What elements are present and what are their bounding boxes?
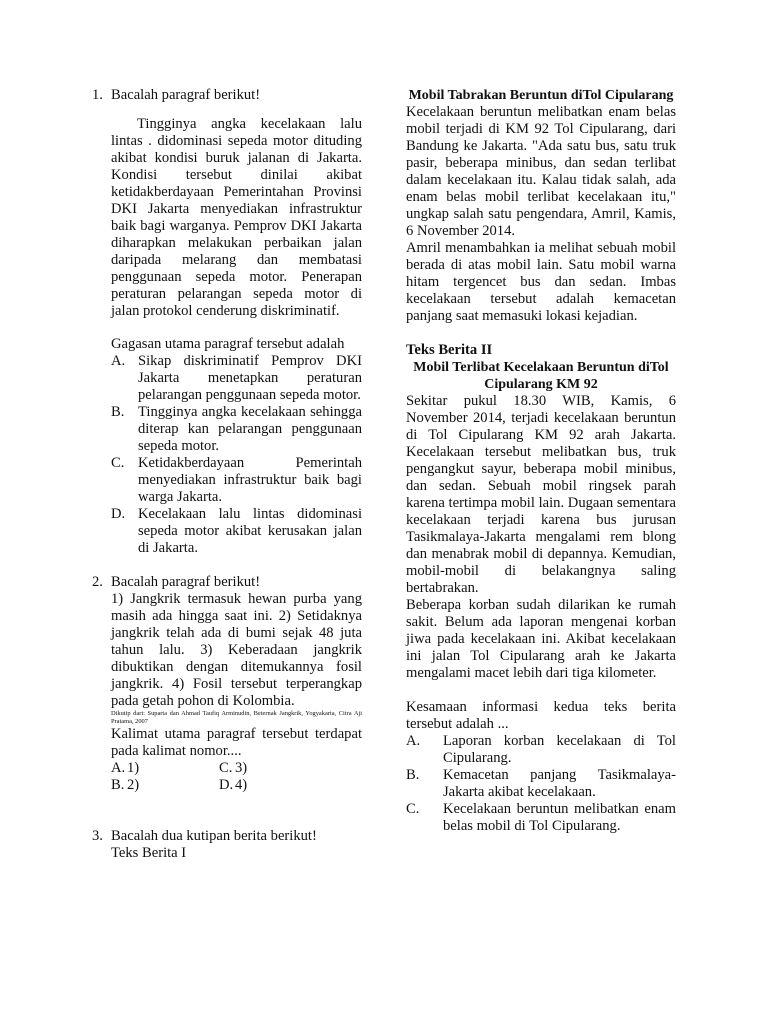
option-label: C.: [406, 801, 420, 817]
option-text: 3): [235, 760, 248, 776]
option-label: B.: [111, 404, 125, 420]
question-3-options: [406, 733, 676, 835]
question-3-prompt: Kesamaan informasi kedua teks berita tersebut adalah ...: [406, 699, 676, 732]
option-b[interactable]: [111, 777, 219, 794]
question-1: [92, 87, 362, 557]
question-2-prompt: Kalimat utama paragraf tersebut terdapat pada kalimat nomor....: [111, 726, 362, 759]
option-d[interactable]: [111, 506, 362, 557]
option-a[interactable]: [111, 760, 219, 777]
question-2-header: [92, 574, 362, 591]
question-number: 1.: [92, 87, 103, 103]
question-instruction: Bacalah paragraf berikut!: [111, 574, 261, 590]
teks-berita-2-label: Teks Berita II: [406, 342, 493, 358]
question-3-header: [92, 828, 362, 845]
option-text: Tingginya angka kecelakaan sehingga diterap kan pelarangan penggunaan sepeda motor.: [138, 404, 362, 454]
option-label: C.: [111, 455, 125, 471]
option-text: Kecelakaan lalu lintas didominasi sepeda motor akibat kerusakan jalan di Jakarta.: [138, 506, 362, 556]
source-citation: Dikutip dari: Suparta dan Ahmad Taufiq Arminudin, Beternak Jangkrik, Yogyakarta, Citra Aji Pratama, 2007: [111, 710, 362, 725]
question-instruction: Bacalah dua kutipan berita berikut!: [111, 828, 317, 844]
question-2: [92, 574, 362, 794]
teks-berita-2-paragraph-2: Beberapa korban sudah dilarikan ke rumah sakit. Belum ada laporan mengenai korban jiwa pada kecelakaan ini. Akibat kecelakaan ini jalan Tol Cipularang arah ke Jakarta mengalami macet lebih dari tiga kilometer.: [406, 597, 676, 681]
question-1-prompt: Gagasan utama paragraf tersebut adalah: [111, 336, 345, 352]
option-label: B.: [111, 777, 125, 793]
option-b[interactable]: [406, 767, 676, 801]
option-text: Kemacetan panjang Tasikmalaya-Jakarta akibat kecelakaan.: [443, 767, 676, 800]
left-column: [92, 87, 362, 862]
option-a[interactable]: [406, 733, 676, 767]
question-3: [92, 828, 362, 862]
option-label: A.: [111, 353, 126, 369]
question-number: 3.: [92, 828, 103, 844]
option-text: 2): [127, 777, 140, 793]
question-1-paragraph: Tingginya angka kecelakaan lalu lintas . didominasi sepeda motor dituding akibat kondisi buruk jalanan di Jakarta. Kondisi tersebut dinilai akibat ketidakberdayaan Pemerintahan Provinsi DKI Jakarta menyediakan infrastruktur baik bagi warganya. Pemprov DKI Jakarta diharapkan melakukan perbaikan jalan daripada melarang dan membatasi penggunaan sepeda motor. Penerapan peraturan pelarangan sepeda motor di jalan protokol cenderung diskriminatif.: [111, 116, 362, 319]
option-label: A.: [111, 760, 126, 776]
option-text: Ketidakberdayaan Pemerintah menyediakan infrastruktur baik bagi warga Jakarta.: [138, 455, 362, 505]
teks-berita-1-paragraph-2: Amril menambahkan ia melihat sebuah mobil berada di atas mobil lain. Satu mobil warna hitam tergencet bus dan sedan. Imbas kecelakaan tersebut adalah kemacetan panjang saat memasuki lokasi kejadian.: [406, 240, 676, 324]
question-instruction: Bacalah paragraf berikut!: [111, 87, 261, 103]
option-text: Laporan korban kecelakaan di Tol Cipularang.: [443, 733, 676, 766]
option-c[interactable]: [219, 760, 362, 777]
option-a[interactable]: [111, 353, 362, 404]
option-label: B.: [406, 767, 420, 783]
option-label: D.: [219, 777, 234, 793]
option-text: 1): [127, 760, 140, 776]
question-1-header: [92, 87, 362, 104]
teks-berita-2-title: Mobil Terlibat Kecelakaan Beruntun diTol Cipularang KM 92: [413, 360, 669, 392]
option-text: 4): [235, 777, 248, 793]
option-b[interactable]: [111, 404, 362, 455]
option-text: Kecelakaan beruntun melibatkan enam belas mobil di Tol Cipularang.: [443, 801, 676, 834]
right-column: [406, 87, 676, 835]
option-c[interactable]: [111, 455, 362, 506]
option-c[interactable]: [406, 801, 676, 835]
teks-berita-1-paragraph-1: Kecelakaan beruntun melibatkan enam belas mobil terjadi di KM 92 Tol Cipularang, dari Bandung ke Jakarta. "Ada satu bus, satu truk pasir, beberapa minibus, dan sedan terlibat dalam kecelakaan itu. Kalau tidak salah, ada enam belas mobil terlibat kecelakaan itu," ungkap salah satu pengendara, Amril, Kamis, 6 November 2014.: [406, 104, 676, 239]
question-1-options: [92, 353, 362, 557]
option-text: Sikap diskriminatif Pemprov DKI Jakarta menetapkan peraturan pelarangan penggunaan sepeda motor.: [138, 353, 362, 403]
teks-berita-1-title: Mobil Tabrakan Beruntun diTol Cipularang: [408, 88, 674, 103]
option-d[interactable]: [219, 777, 362, 794]
question-2-options: [92, 760, 362, 794]
option-label: C.: [219, 760, 233, 776]
option-label: D.: [111, 506, 126, 522]
teks-berita-1-label: Teks Berita I: [111, 845, 187, 861]
teks-berita-2-paragraph-1: Sekitar pukul 18.30 WIB, Kamis, 6 November 2014, terjadi kecelakaan beruntun di Tol Cipularang KM 92 arah Jakarta. Kecelakaan tersebut melibatkan bus, truk pengangkut sayur, beberapa mobil minibus, dan sedan. Sebuah mobil ringsek parah karena tertimpa mobil lain. Dugaan sementara kecelakaan terjadi karena bus jurusan Tasikmalaya-Jakarta mengalami rem blong dan menabrak mobil di depannya. Kemudian, mobil-mobil di belakangnya saling bertabrakan.: [406, 393, 676, 596]
option-label: A.: [406, 733, 421, 749]
question-number: 2.: [92, 574, 103, 590]
question-2-paragraph: 1) Jangkrik termasuk hewan purba yang masih ada hingga saat ini. 2) Setidaknya jangkrik telah ada di bumi sejak 48 juta tahun lalu. 3) Keberadaan jangkrik dibuktikan dengan ditemukannya fosil jangkrik. 4) Fosil tersebut terperangkap pada getah pohon di Kolombia.: [111, 591, 362, 709]
